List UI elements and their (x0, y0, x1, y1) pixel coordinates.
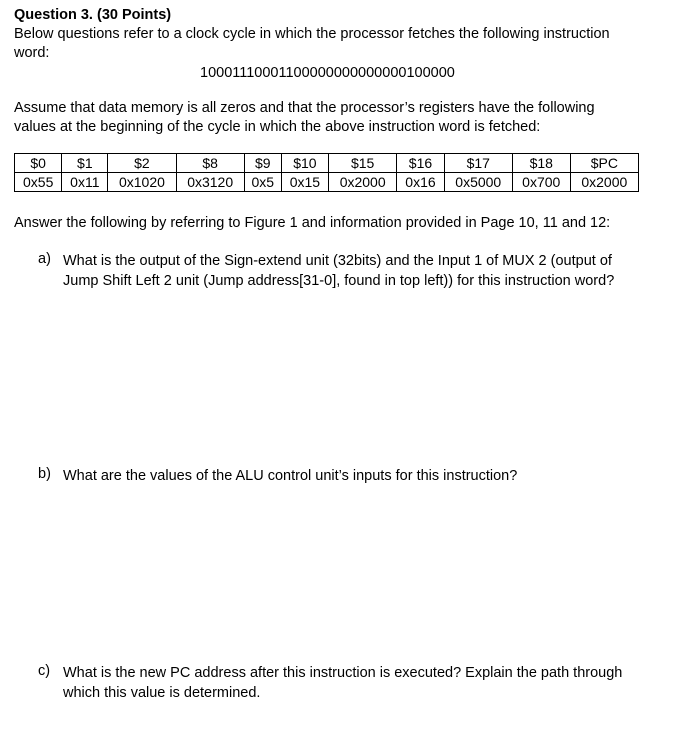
register-header: $PC (570, 154, 638, 173)
register-value: 0x2000 (570, 173, 638, 192)
register-header: $17 (444, 154, 512, 173)
register-header: $8 (176, 154, 244, 173)
register-value: 0x5 (244, 173, 281, 192)
register-value: 0x5000 (444, 173, 512, 192)
register-header: $18 (512, 154, 570, 173)
subquestion-line: What is the output of the Sign-extend unit (32bits) and the Input 1 of MUX 2 (output of (63, 253, 612, 269)
assume-text-line1: Assume that data memory is all zeros and that the processor’s registers have the following (14, 100, 595, 116)
register-value: 0x15 (281, 173, 328, 192)
register-value: 0x2000 (329, 173, 397, 192)
register-value-row (15, 173, 639, 192)
subquestion-line: which this value is determined. (63, 685, 261, 701)
assume-text-line2: values at the beginning of the cycle in which the above instruction word is fetched: (14, 119, 541, 135)
subquestion-text (63, 663, 622, 703)
register-header: $9 (244, 154, 281, 173)
question-title: Question 3. (30 Points) (14, 7, 172, 23)
register-header: $0 (15, 154, 62, 173)
register-value: 0x3120 (176, 173, 244, 192)
register-header: $16 (397, 154, 444, 173)
subquestion-line: What is the new PC address after this instruction is executed? Explain the path through (63, 665, 623, 681)
intro-text-line1: Below questions refer to a clock cycle in which the processor fetches the following instruction (14, 26, 610, 42)
register-value: 0x55 (15, 173, 62, 192)
register-value: 0x700 (512, 173, 570, 192)
subquestion-label: c) (38, 663, 51, 679)
instruction-word: 10001110001100000000000000100000 (200, 65, 455, 81)
register-header: $2 (108, 154, 176, 173)
subquestion-text (63, 466, 517, 486)
subquestion-text (63, 251, 614, 291)
register-header: $15 (329, 154, 397, 173)
register-header-row (15, 154, 639, 173)
register-value: 0x11 (62, 173, 108, 192)
subquestion-line: What are the values of the ALU control unit’s inputs for this instruction? (63, 468, 518, 484)
subquestion-label: a) (38, 251, 51, 267)
register-value: 0x1020 (108, 173, 176, 192)
answer-instructions: Answer the following by referring to Figure 1 and information provided in Page 10, 11 and 12: (14, 215, 611, 231)
register-header: $1 (62, 154, 108, 173)
register-header: $10 (281, 154, 328, 173)
subquestion-label: b) (38, 466, 51, 482)
subquestion-line: Jump Shift Left 2 unit (Jump address[31-0], found in top left)) for this instruction word? (63, 273, 615, 289)
register-table (14, 153, 639, 192)
intro-text-line2: word: (14, 45, 50, 61)
register-value: 0x16 (397, 173, 444, 192)
